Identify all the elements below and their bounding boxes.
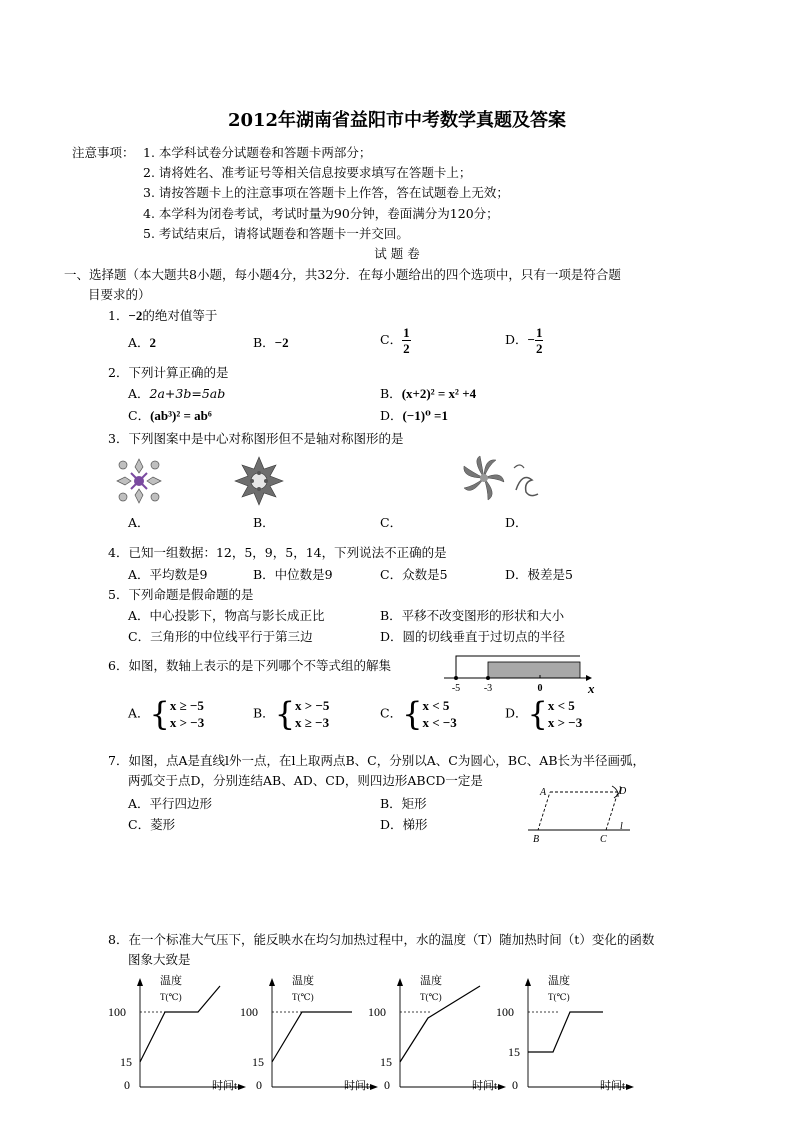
q8-origin: 0 <box>256 1078 262 1092</box>
q1-text: 的绝对值等于 <box>142 308 218 323</box>
q6-option-c: C．{x < 5 x < −3 <box>380 695 457 733</box>
q7-label-l: l <box>620 821 623 832</box>
q8-xlabel: 时间t <box>344 1080 370 1092</box>
q2-option-c: C．(ab³)² = ab⁶ <box>128 408 212 423</box>
q5-option-b: B．平移不改变图形的形状和大小 <box>380 608 565 623</box>
q4-option-c: C．众数是5 <box>380 567 448 582</box>
q6-option-b: B．{x > −5 x ≥ −3 <box>253 695 330 733</box>
q6-option-a: A．{x ≥ −5 x > −3 <box>128 695 205 733</box>
q2-option-d: D．(−1)⁰ =1 <box>380 408 448 423</box>
q8-y100: 100 <box>108 1005 126 1019</box>
q7-stem-line2: 两弧交于点D，分别连结AB、AD、CD，则四边形ABCD一定是 <box>128 773 483 788</box>
q1-option-d: D．− $\frac{1}{2}$ <box>505 325 543 356</box>
q3-label-b: B． <box>253 515 275 530</box>
q7-figure <box>526 784 636 846</box>
q8-graph-d <box>496 972 638 1092</box>
q3-label-a: A． <box>128 515 150 530</box>
notice-item: 5. 考试结束后，请将试题卷和答题卡一并交回。 <box>143 226 409 241</box>
part1-heading-cont: 目要求的） <box>88 287 151 302</box>
q8-xlabel: 时间t <box>212 1080 238 1092</box>
q4-option-d: D．极差是5 <box>505 567 573 582</box>
q3-figure-a <box>113 455 165 507</box>
q8-y100: 100 <box>368 1005 386 1019</box>
q1-math: −2 <box>128 308 143 323</box>
notice-label: 注意事项： <box>72 145 135 160</box>
q2-option-a: A．2a+3b=5ab <box>128 386 226 401</box>
q8-graph-b <box>240 972 382 1092</box>
q8-stem-line1: 8．在一个标准大气压下，能反映水在均匀加热过程中，水的温度（T）随加热时间（t）变化的函数 <box>108 932 655 947</box>
q4-option-a: A．平均数是9 <box>128 567 208 582</box>
q7-label-d: D <box>619 786 627 797</box>
q8-ylabel: 温度 <box>548 975 570 987</box>
section-title: 试 题 卷 <box>374 246 420 261</box>
q4-stem: 4．已知一组数据：12，5，9，5，14，下列说法不正确的是 <box>108 545 447 560</box>
q8-origin: 0 <box>512 1078 518 1092</box>
q8-yunit: T(℃) <box>420 992 442 1002</box>
q8-xlabel: 时间t <box>472 1080 498 1092</box>
q6-option-d: D．{x < 5 x > −3 <box>505 695 583 733</box>
q8-xlabel: 时间t <box>600 1080 626 1092</box>
q7-option-b: B．矩形 <box>380 796 427 811</box>
q6-stem: 6．如图，数轴上表示的是下列哪个不等式组的解集 <box>108 658 391 673</box>
q1-option-a: A．2 <box>128 335 157 350</box>
q8-y15: 15 <box>252 1055 264 1069</box>
notice-item: 1. 本学科试卷分试题卷和答题卡两部分； <box>143 145 372 160</box>
q8-graph-a <box>108 972 250 1092</box>
q8-y15: 15 <box>380 1055 392 1069</box>
q3-label-d: D． <box>505 515 528 530</box>
q8-origin: 0 <box>124 1078 130 1092</box>
q5-option-d: D．圆的切线垂直于过切点的半径 <box>380 629 566 644</box>
notice-item: 2. 请将姓名、准考证号等相关信息按要求填写在答题卡上； <box>143 165 472 180</box>
q7-label-a: A <box>540 787 547 798</box>
q8-yunit: T(℃) <box>292 992 314 1002</box>
part1-heading: 一、选择题（本大题共8小题，每小题4分，共32分．在每小题给出的四个选项中，只有一项是符合题 <box>64 267 621 282</box>
q7-option-d: D．梯形 <box>380 817 428 832</box>
q8-curve <box>528 1012 603 1052</box>
q6-tick-label: 0 <box>537 683 543 694</box>
q8-y100: 100 <box>496 1005 514 1019</box>
q2-stem: 2．下列计算正确的是 <box>108 365 229 380</box>
q5-option-c: C．三角形的中位线平行于第三边 <box>128 629 313 644</box>
q5-stem: 5．下列命题是假命题的是 <box>108 587 254 602</box>
q6-number-line <box>440 650 600 698</box>
q8-ylabel: 温度 <box>420 975 442 987</box>
q6-tick-label: -3 <box>483 683 493 694</box>
q5-option-a: A．中心投影下，物高与影长成正比 <box>128 608 325 623</box>
q1-number: 1． <box>108 308 129 323</box>
q8-y15: 15 <box>508 1045 520 1059</box>
q8-y100: 100 <box>240 1005 258 1019</box>
q8-ylabel: 温度 <box>292 975 314 987</box>
q8-origin: 0 <box>384 1078 390 1092</box>
q6-axis-var: x <box>588 681 595 696</box>
q8-curve <box>272 1012 352 1062</box>
q8-yunit: T(℃) <box>548 992 570 1002</box>
q7-option-c: C．菱形 <box>128 817 176 832</box>
q8-y15: 15 <box>120 1055 132 1069</box>
q4-option-b: B．中位数是9 <box>253 567 333 582</box>
q8-yunit: T(℃) <box>160 992 182 1002</box>
q1-option-b: B．−2 <box>253 335 289 350</box>
q3-figure-c-d <box>458 452 543 507</box>
page-title: 2012年湖南省益阳市中考数学真题及答案 <box>227 110 567 131</box>
q7-label-b: B <box>533 834 540 845</box>
q1-stem <box>108 306 217 324</box>
q7-option-a: A．平行四边形 <box>128 796 213 811</box>
q1-option-c: C． $\frac{1}{2}$ <box>380 325 410 356</box>
q8-stem-line2: 图象大致是 <box>128 952 191 967</box>
q3-figure-b <box>233 455 285 507</box>
q6-tick-label: -5 <box>451 683 461 694</box>
q7-label-c: C <box>600 834 607 845</box>
notice-item: 3. 请按答题卡上的注意事项在答题卡上作答，答在试题卷上无效； <box>143 185 509 200</box>
q3-stem: 3．下列图案中是中心对称图形但不是轴对称图形的是 <box>108 431 404 446</box>
q8-ylabel: 温度 <box>160 975 182 987</box>
notice-item: 4. 本学科为闭卷考试，考试时量为90分钟，卷面满分为120分； <box>143 206 499 221</box>
q3-label-c: C． <box>380 515 403 530</box>
q2-option-b: B．(x+2)² = x² +4 <box>380 386 477 401</box>
q7-stem-line1: 7．如图，点A是直线l外一点，在l上取两点B、C，分别以A、C为圆心，BC、AB长为半径画弧， <box>108 753 646 768</box>
q8-graph-c <box>368 972 510 1092</box>
